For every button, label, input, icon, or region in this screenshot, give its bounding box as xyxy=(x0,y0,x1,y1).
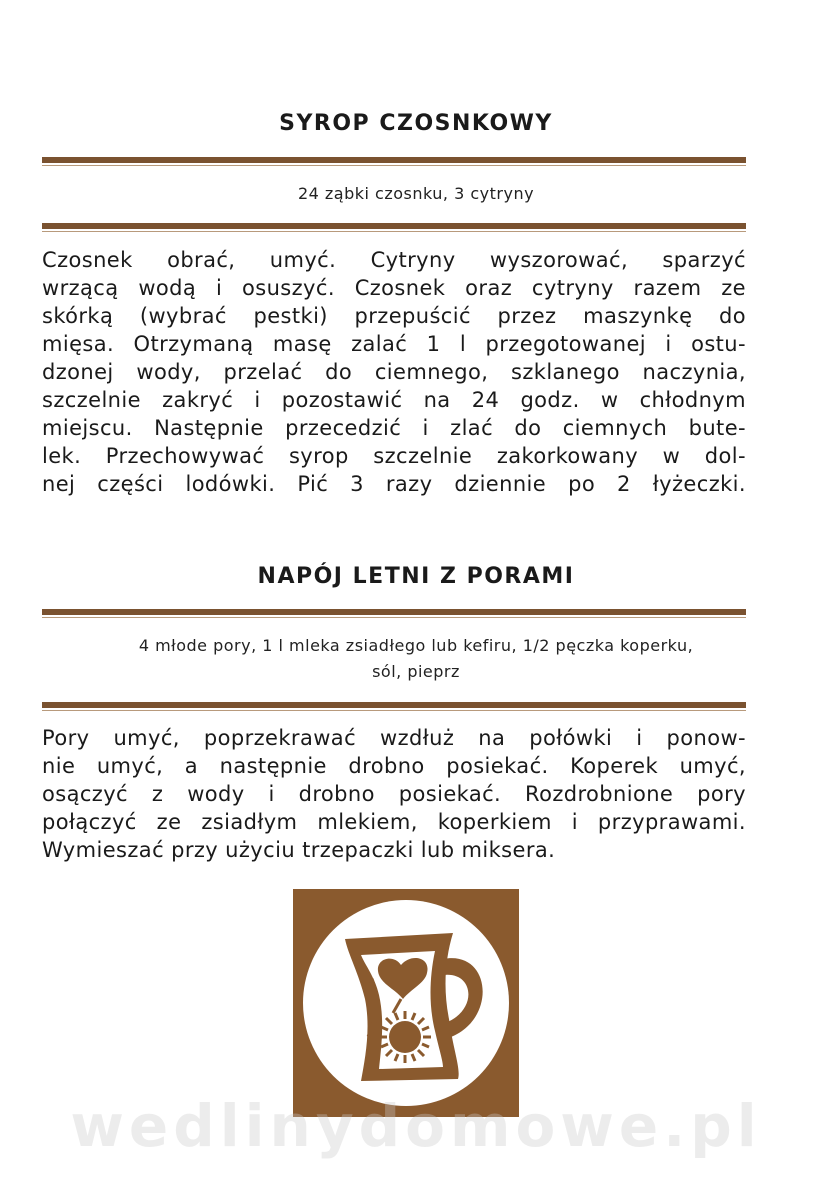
ingredients-line: 4 młode pory, 1 l mleka zsiadłego lub kefiru, 1/2 pęczka koperku, xyxy=(138,636,694,655)
recipe-instructions xyxy=(42,724,746,864)
instruction-line: wrzącą wodą i osuszyć. Czosnek oraz cytryny razem ze xyxy=(42,276,746,300)
instruction-line: Wymieszać przy użyciu trzepaczki lub miksera. xyxy=(42,838,556,862)
divider-rule xyxy=(42,702,746,708)
ingredients-list xyxy=(30,181,802,207)
ingredients-list xyxy=(30,633,802,685)
watermark: wedlinydomowe.pl xyxy=(70,1092,762,1160)
divider-rule xyxy=(42,609,746,615)
instruction-line: nie umyć, a następnie drobno posiekać. Koperek umyć, xyxy=(42,754,746,778)
instruction-line: mięsa. Otrzymaną masę zalać 1 l przegotowanej i ostu- xyxy=(42,332,746,356)
instruction-line: nej części lodówki. Pić 3 razy dziennie po 2 łyżeczki. xyxy=(42,472,746,496)
jug-with-heart-and-sun-icon xyxy=(293,889,519,1117)
recipe-instructions xyxy=(42,246,746,498)
instruction-line: szczelnie zakryć i pozostawić na 24 godz. w chłodnym xyxy=(42,388,746,412)
divider-rule xyxy=(42,223,746,229)
instruction-line: połączyć ze zsiadłym mlekiem, koperkiem i przyprawami. xyxy=(42,810,746,834)
instruction-line: miejscu. Następnie przecedzić i zlać do ciemnych bute- xyxy=(42,416,746,440)
instruction-line: dzonej wody, przelać do ciemnego, szklanego naczynia, xyxy=(42,360,746,384)
instruction-line: Czosnek obrać, umyć. Cytryny wyszorować, sparzyć xyxy=(42,248,746,272)
recipe-title: NAPÓJ LETNI Z PORAMI xyxy=(257,564,575,589)
instruction-line: Pory umyć, poprzekrawać wzdłuż na połówki i ponow- xyxy=(42,726,746,750)
divider-rule xyxy=(42,157,746,163)
instruction-line: lek. Przechowywać syrop szczelnie zakorkowany w dol- xyxy=(42,444,746,468)
ingredients-line: 24 ząbki czosnku, 3 cytryny xyxy=(297,184,535,203)
recipe-title: SYROP CZOSNKOWY xyxy=(279,111,553,136)
ingredients-line: sól, pieprz xyxy=(372,662,460,681)
instruction-line: skórką (wybrać pestki) przepuścić przez maszynkę do xyxy=(42,304,746,328)
instruction-line: osączyć z wody i drobno posiekać. Rozdrobnione pory xyxy=(42,782,746,806)
